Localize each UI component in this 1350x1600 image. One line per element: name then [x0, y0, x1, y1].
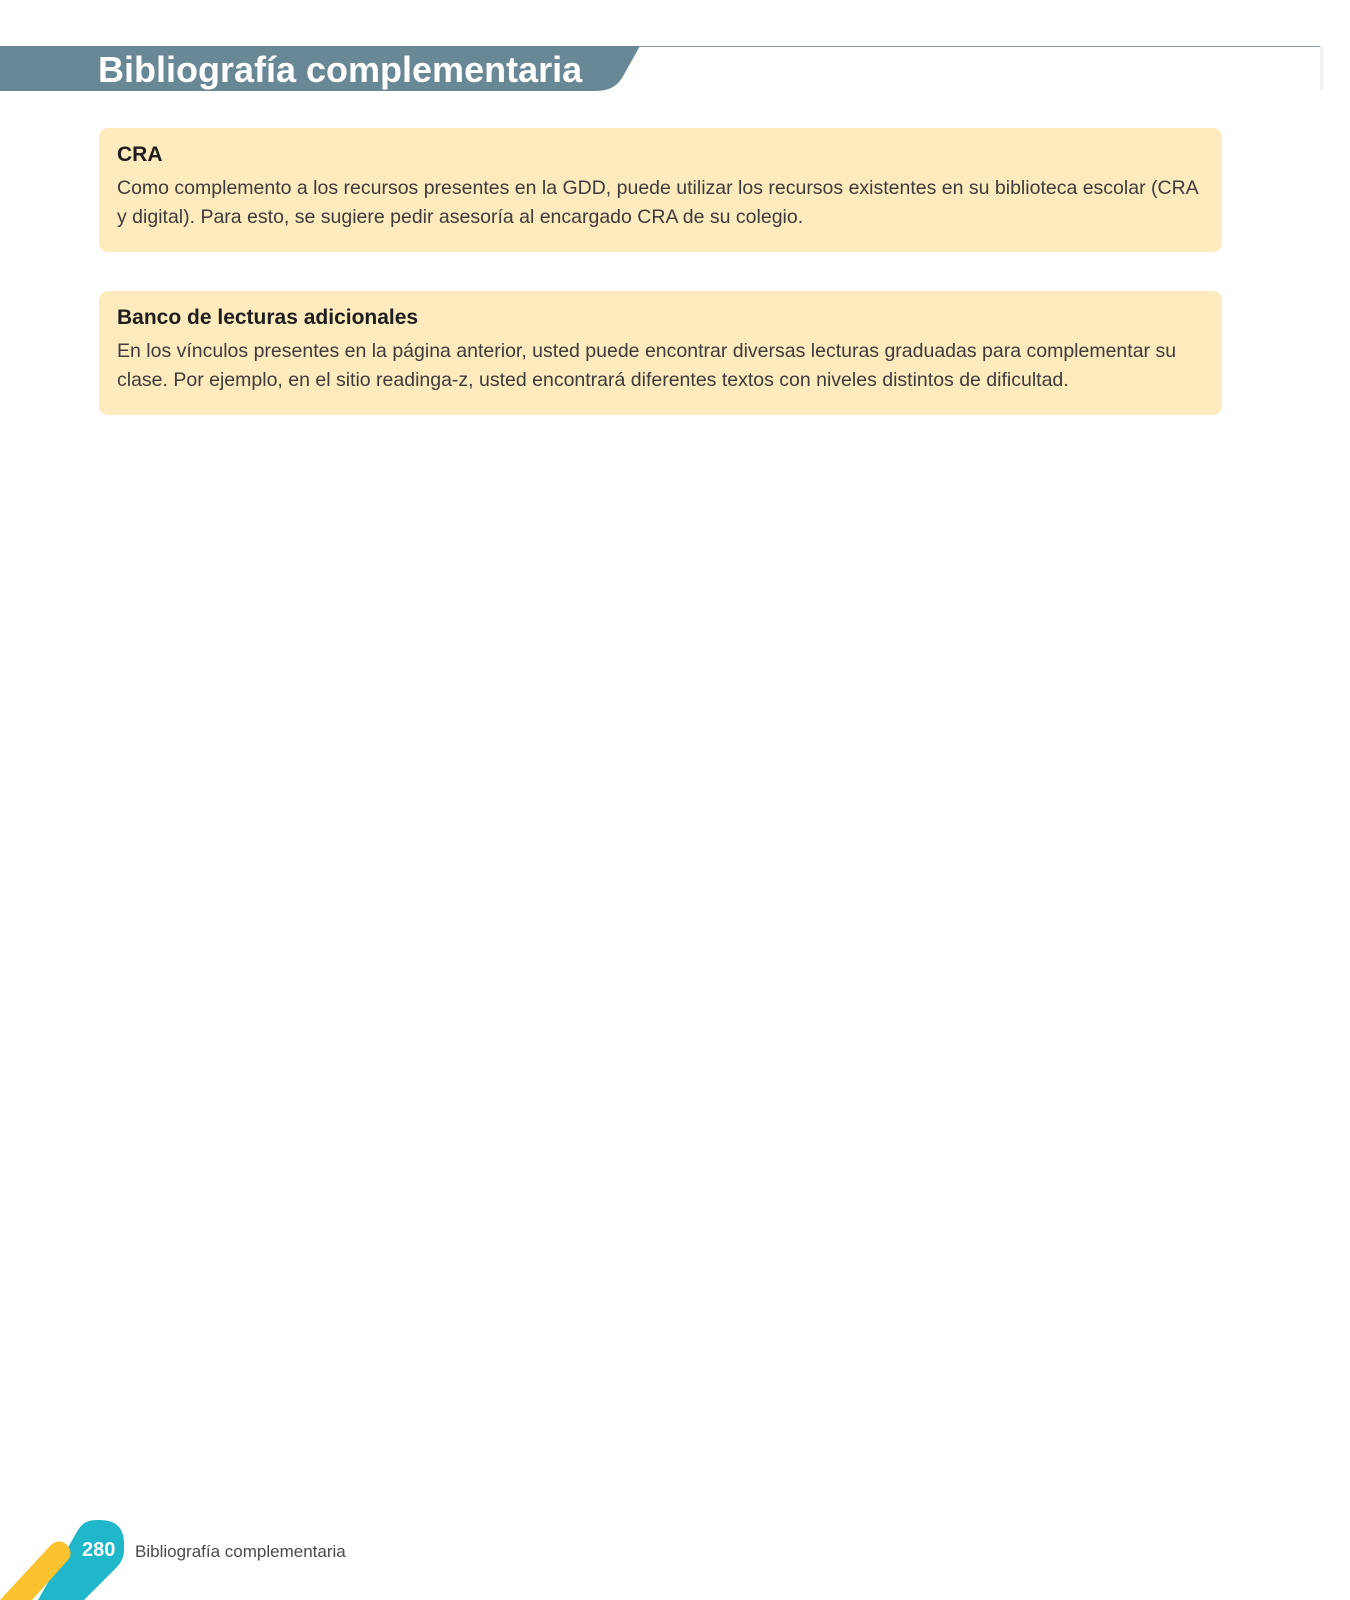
- page-title: Bibliografía complementaria: [98, 49, 583, 90]
- note-box-cra: [99, 128, 1222, 252]
- note-box-banco-lecturas: [99, 291, 1222, 415]
- note-title: Banco de lecturas adicionales: [117, 306, 419, 329]
- note-title: CRA: [117, 143, 163, 166]
- page-edge-mark: [1320, 46, 1323, 90]
- footer-page-tab: [0, 1520, 140, 1600]
- note-text: Como complemento a los recursos presentes en la GDD, puede utilizar los recursos existentes en su biblioteca escolar (CRA y digital). Para esto, se sugiere pedir asesoría al encargado CRA de su colegio.: [117, 177, 1198, 228]
- footer-tab-shape: [0, 1520, 140, 1600]
- page-number: 280: [82, 1539, 116, 1561]
- section-header-banner: [0, 46, 640, 91]
- note-text: En los vínculos presentes en la página anterior, usted puede encontrar diversas lecturas graduadas para complementar su clase. Por ejemplo, en el sitio readinga-z, usted encontrará diferentes textos con niveles distintos de dificultad.: [117, 340, 1177, 391]
- footer-section-label: Bibliografía complementaria: [135, 1542, 346, 1561]
